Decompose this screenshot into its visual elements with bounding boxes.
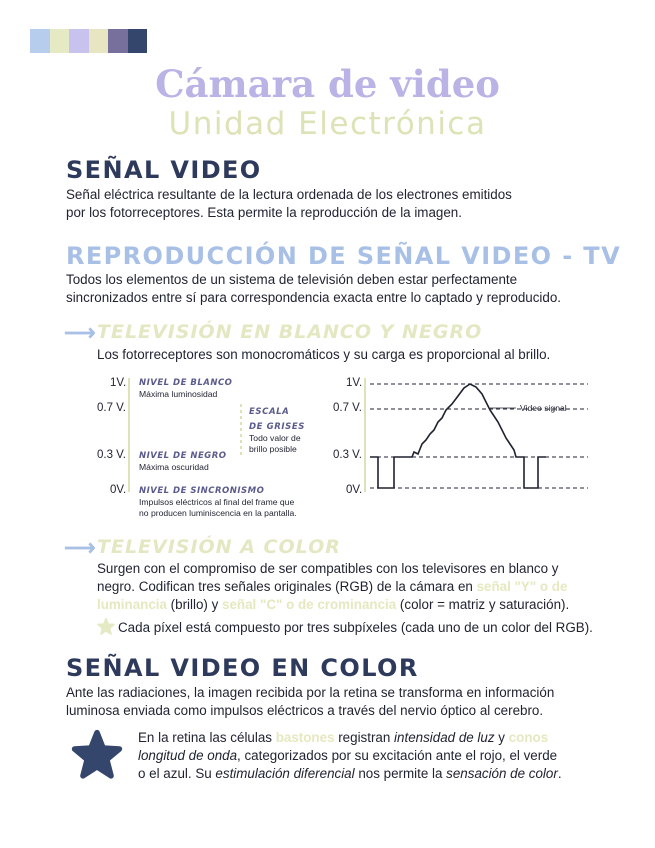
color-line1: Surgen con el compromiso de ser compatibles con los televisores en blanco y xyxy=(97,561,559,576)
tick-07v-right: 0.7 V. xyxy=(333,402,362,414)
nivel-sincronismo-sub1: Impulsos eléctricos al final del frame que xyxy=(139,497,295,507)
escala-title2: DE GRISES xyxy=(249,422,305,432)
nivel-sincronismo-sub2: no producen luminiscencia en la pantalla. xyxy=(139,508,297,518)
note-text: y xyxy=(494,730,509,745)
page-subtitle: Unidad Electrónica xyxy=(168,106,487,142)
section2-line1: Todos los elementos de un sistema de televisión deben estar perfectamente xyxy=(66,272,518,287)
heading-senal-video-color: SEÑAL VIDEO EN COLOR xyxy=(66,654,419,682)
color-line3 xyxy=(97,596,569,614)
sensacion-emphasis: sensación de color xyxy=(446,766,558,781)
heading-reproduccion: REPRODUCCIÓN DE SEÑAL VIDEO - TV xyxy=(66,242,622,270)
crominancia-highlight: señal "C" o de crominancia xyxy=(222,597,397,612)
senal-y-highlight: señal "Y" o de xyxy=(476,579,568,594)
color-line2 xyxy=(97,578,567,596)
tick-03v-right: 0.3 V. xyxy=(333,449,362,461)
tick-0v: 0V. xyxy=(110,484,127,496)
escala-sub1: Todo valor de xyxy=(249,433,301,443)
arrow-icon: ⟶ xyxy=(64,535,96,560)
color-line3-text2: (color = matriz y saturación). xyxy=(396,597,570,612)
estimulacion-emphasis: estimulación diferencial xyxy=(215,766,355,781)
tick-0v-right: 0V. xyxy=(346,484,363,496)
note-text: En la retina las células xyxy=(138,730,276,745)
escala-sub2: brillo posible xyxy=(249,444,297,454)
level-axis-line xyxy=(128,378,130,492)
tick-03v: 0.3 V. xyxy=(97,449,126,461)
video-signal-plot xyxy=(366,378,590,494)
nivel-blanco-sub: Máxima luminosidad xyxy=(139,389,218,399)
note-line3 xyxy=(138,765,562,783)
heading-senal-video: SEÑAL VIDEO xyxy=(66,156,262,184)
color-swatches xyxy=(30,29,147,53)
tick-1v-right: 1V. xyxy=(346,377,363,389)
bw-body: Los fotorreceptores son monocromáticos y su carga es proporcional al brillo. xyxy=(97,347,551,362)
note-text: . xyxy=(557,766,562,781)
swatch-3 xyxy=(69,29,89,53)
note-text: nos permite la xyxy=(354,766,447,781)
note-text: o el azul. Su xyxy=(138,766,216,781)
nivel-sincronismo-title: NIVEL DE SINCRONISMO xyxy=(139,486,265,496)
color-line3-text1: (brillo) y xyxy=(166,597,223,612)
heading-blanco-negro: TELEVISIÓN EN BLANCO Y NEGRO xyxy=(97,321,483,343)
note-line1 xyxy=(138,729,548,747)
star-icon xyxy=(96,617,116,637)
video-signal-label: Video signal xyxy=(520,403,567,413)
color-line2-text: negro. Codifican tres señales originales (RGB) de la cámara en xyxy=(97,579,477,594)
section3-line2: luminosa enviada como impulsos eléctricos a través del nervio óptico al cerebro. xyxy=(66,703,544,718)
swatch-4 xyxy=(89,29,109,53)
section3-line1: Ante las radiaciones, la imagen recibida por la retina se transforma en información xyxy=(66,685,555,700)
swatch-1 xyxy=(30,29,50,53)
section1-line2: por los fotorreceptores. Esta permite la reproducción de la imagen. xyxy=(66,205,462,220)
nivel-negro-sub: Máxima oscuridad xyxy=(139,462,209,472)
nivel-negro-title: NIVEL DE NEGRO xyxy=(139,451,227,461)
nivel-blanco-title: NIVEL DE BLANCO xyxy=(139,378,233,388)
section2-line2: sincronizados entre sí para correspondencia exacta entre lo captado y reproducido. xyxy=(66,290,562,305)
escala-bracket xyxy=(238,404,244,458)
longitud-emphasis: longitud de onda xyxy=(138,748,238,763)
note-text: registran xyxy=(334,730,395,745)
swatch-2 xyxy=(50,29,70,53)
intensidad-emphasis: intensidad de luz xyxy=(394,730,495,745)
bastones-highlight: bastones xyxy=(275,730,335,745)
conos-highlight: conos xyxy=(508,730,549,745)
star-icon xyxy=(68,728,126,784)
arrow-icon: ⟶ xyxy=(64,320,96,345)
heading-color: TELEVISIÓN A COLOR xyxy=(97,536,341,558)
escala-title1: ESCALA xyxy=(249,407,290,417)
color-bullet: Cada píxel está compuesto por tres subpíxeles (cada uno de un color del RGB). xyxy=(118,620,593,635)
note-text: , categorizados por su excitación ante el rojo, el verde xyxy=(237,748,558,763)
tick-1v: 1V. xyxy=(110,377,127,389)
note-line2 xyxy=(138,747,557,765)
section1-line1: Señal eléctrica resultante de la lectura ordenada de los electrones emitidos xyxy=(66,187,512,202)
tick-07v: 0.7 V. xyxy=(97,402,126,414)
luminancia-highlight: luminancia xyxy=(97,597,167,612)
swatch-6 xyxy=(128,29,148,53)
page-title: Cámara de video xyxy=(155,62,500,106)
swatch-5 xyxy=(108,29,128,53)
